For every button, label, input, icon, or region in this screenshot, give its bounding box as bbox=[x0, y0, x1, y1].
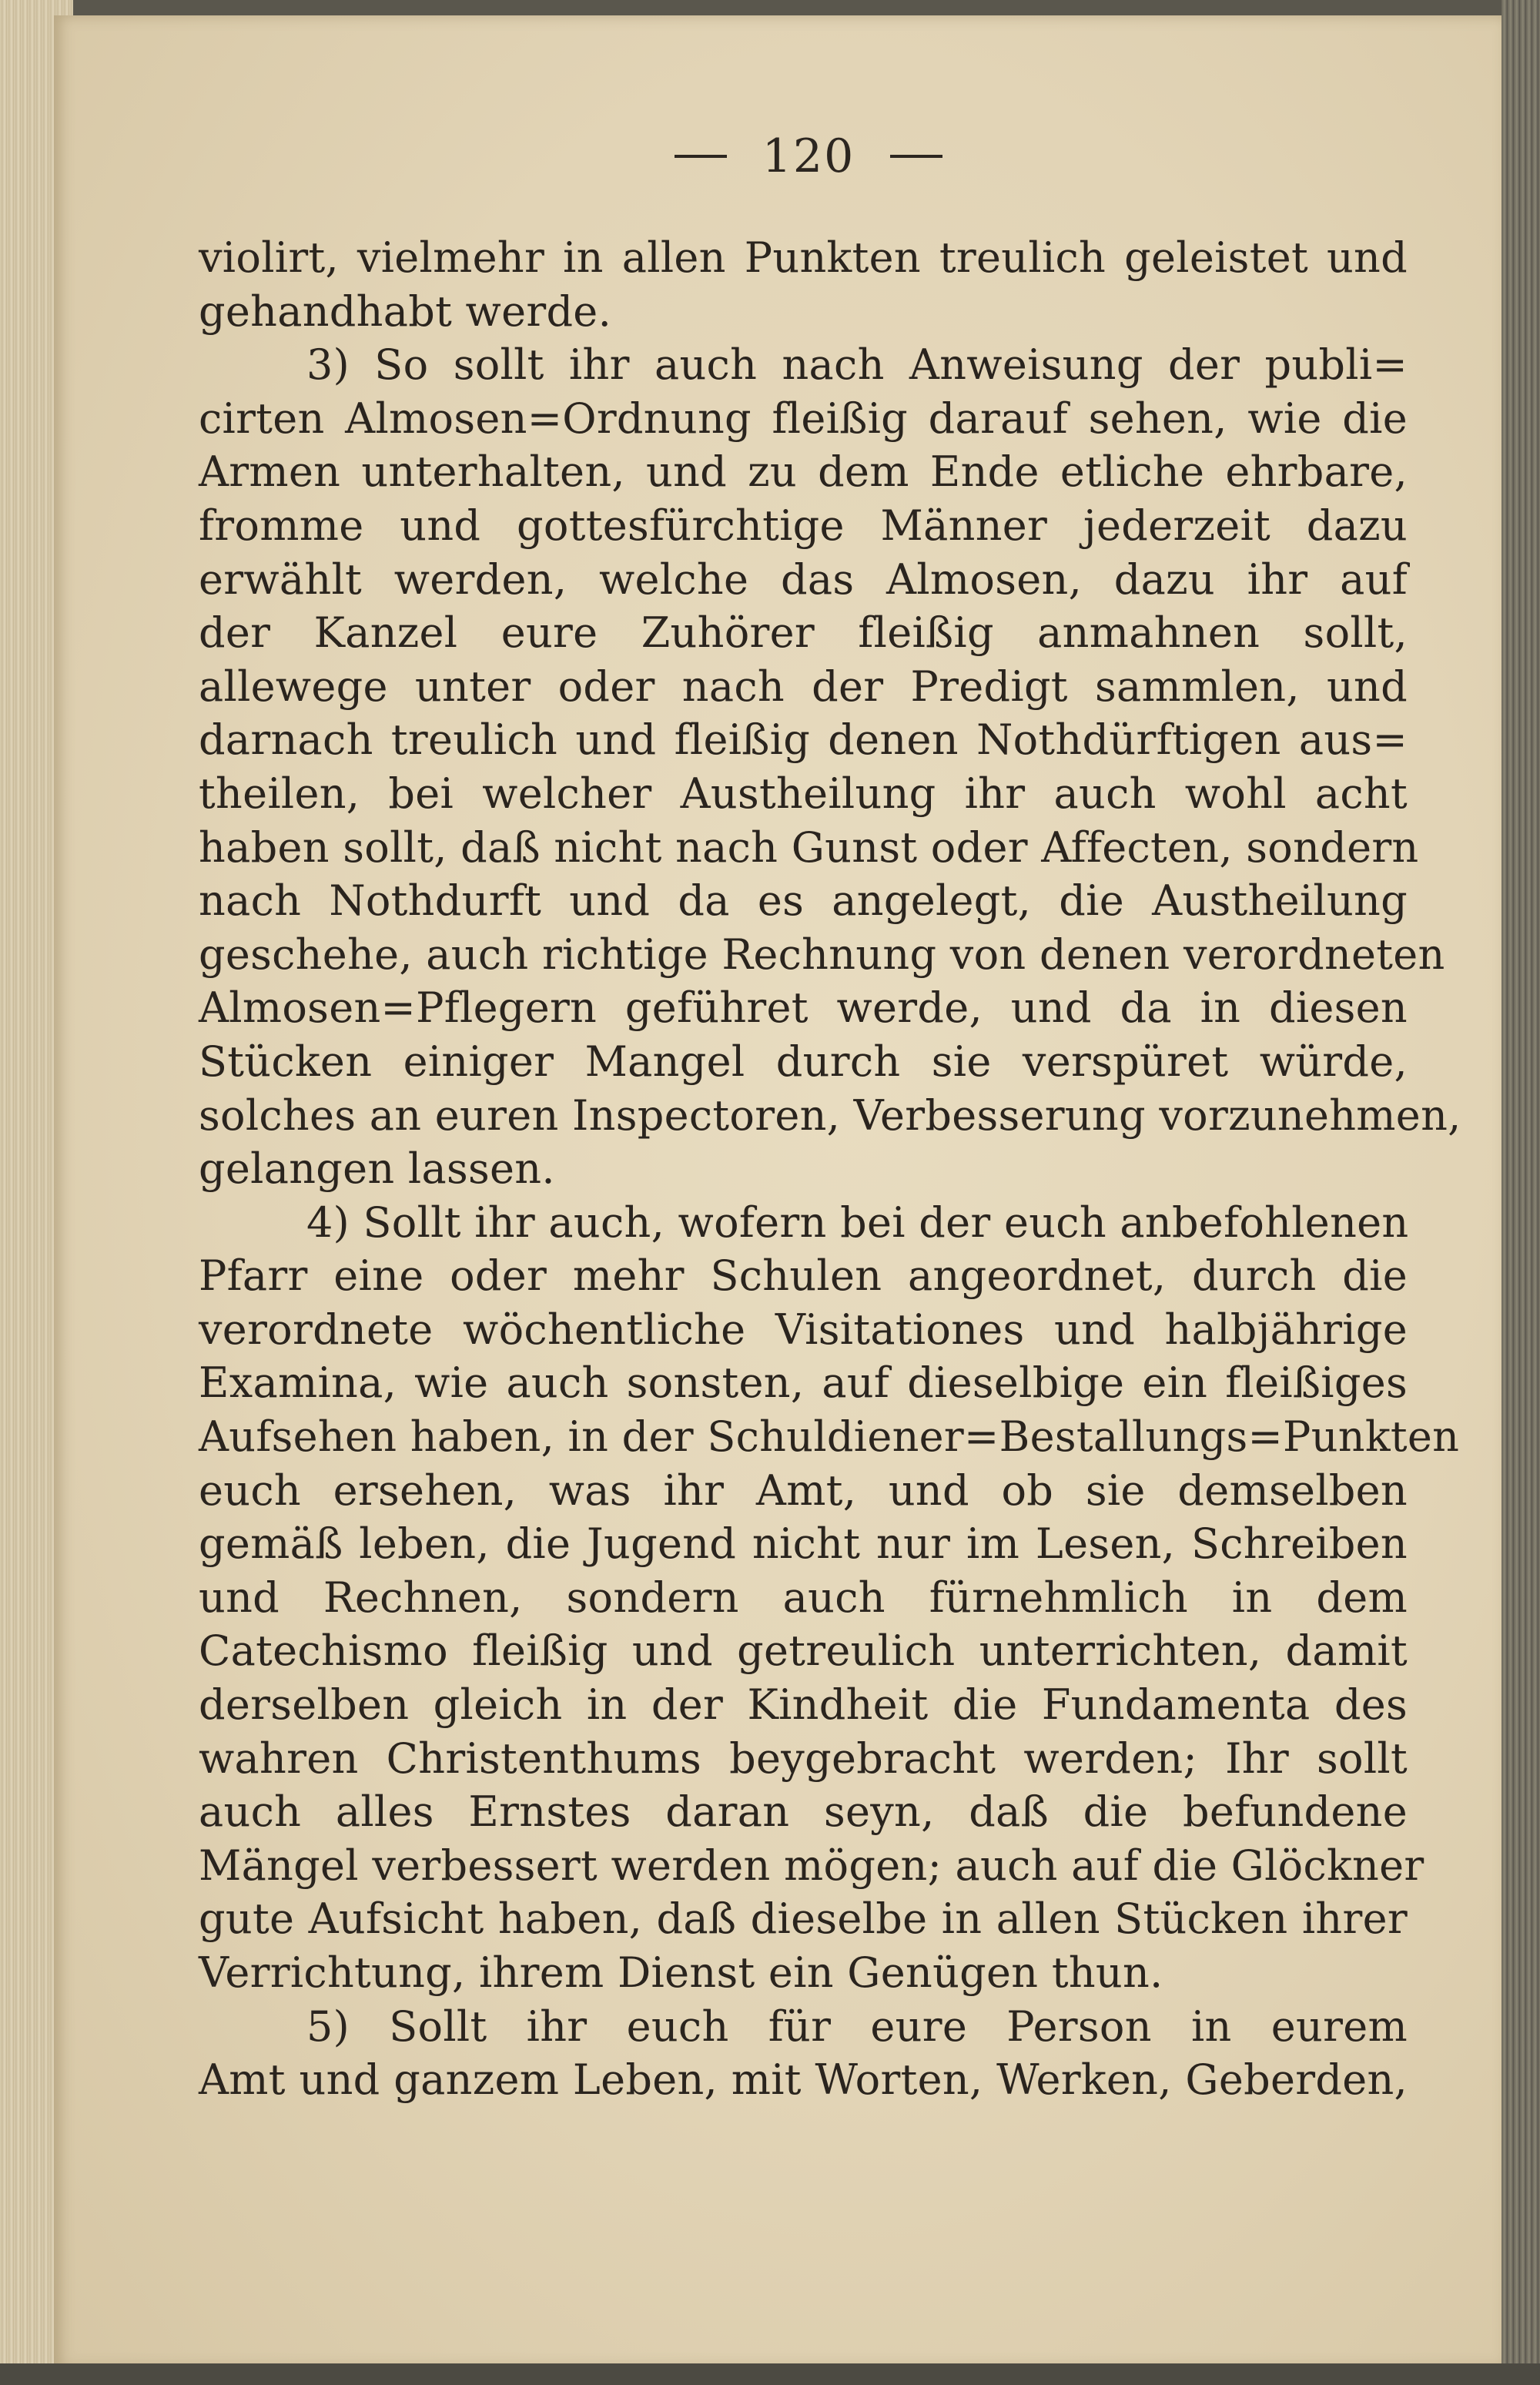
text-line: 4) Sollt ihr auch, wofern bei der euch anbefohlenen bbox=[306, 1198, 1409, 1247]
text-line: Catechismo fleißig und getreulich unterrichten, damit bbox=[199, 1626, 1408, 1676]
text-line: Verrichtung, ihrem Dienst ein Genügen thun. bbox=[199, 1948, 1163, 1997]
text-line: 5) Sollt ihr euch für eure Person in eurem bbox=[306, 2001, 1408, 2051]
text-line: gemäß leben, die Jugend nicht nur im Lesen, Schreiben bbox=[199, 1519, 1408, 1569]
text-line: Stücken einiger Mangel durch sie verspüret würde, bbox=[199, 1037, 1408, 1086]
text-line: gute Aufsicht haben, daß dieselbe in allen Stücken ihrer bbox=[199, 1894, 1408, 1944]
text-line: theilen, bei welcher Austheilung ihr auch wohl acht bbox=[199, 769, 1408, 818]
text-line: darnach treulich und fleißig denen Nothdürftigen aus= bbox=[199, 715, 1408, 765]
text-line: solches an euren Inspectoren, Verbesserung vorzunehmen, bbox=[199, 1090, 1461, 1140]
header-dash-right bbox=[890, 155, 942, 158]
text-line: violirt, vielmehr in allen Punkten treulich geleistet und bbox=[199, 233, 1408, 282]
text-line: gehandhabt werde. bbox=[199, 286, 612, 336]
text-line: erwählt werden, welche das Almosen, dazu ihr auf bbox=[199, 554, 1408, 604]
page-header bbox=[654, 129, 962, 183]
text-line: auch alles Ernstes daran seyn, daß die befundene bbox=[199, 1787, 1408, 1837]
text-line: haben sollt, daß nicht nach Gunst oder Affecten, sondern bbox=[199, 822, 1419, 872]
page-stack-edge-right bbox=[1502, 0, 1540, 2385]
text-line: Armen unterhalten, und zu dem Ende etliche ehrbare, bbox=[199, 447, 1408, 497]
text-line: Amt und ganzem Leben, mit Worten, Werken, Geberden, bbox=[199, 2055, 1408, 2105]
text-line: Aufsehen haben, in der Schuldiener=Bestallungs=Punkten bbox=[199, 1412, 1460, 1462]
text-line: Mängel verbessert werden mögen; auch auf die Glöckner bbox=[199, 1841, 1424, 1890]
text-line: euch ersehen, was ihr Amt, und ob sie demselben bbox=[199, 1466, 1408, 1515]
header-dash-left bbox=[675, 155, 727, 158]
text-line: wahren Christenthums beygebracht werden; Ihr sollt bbox=[199, 1733, 1408, 1783]
text-line: allewege unter oder nach der Predigt sammlen, und bbox=[199, 662, 1408, 711]
text-line: derselben gleich in der Kindheit die Fundamenta des bbox=[199, 1680, 1408, 1730]
text-line: Examina, wie auch sonsten, auf dieselbige ein fleißiges bbox=[199, 1358, 1408, 1408]
text-line: und Rechnen, sondern auch fürnehmlich in dem bbox=[199, 1573, 1408, 1622]
text-line: Pfarr eine oder mehr Schulen angeordnet, durch die bbox=[199, 1251, 1408, 1301]
text-line: 3) So sollt ihr auch nach Anweisung der publi= bbox=[306, 340, 1408, 390]
text-line: Almosen=Pflegern geführet werde, und da in diesen bbox=[199, 983, 1408, 1033]
body-text bbox=[199, 231, 1461, 2107]
page-stack-edge-bottom bbox=[0, 2363, 1540, 2385]
text-line: cirten Almosen=Ordnung fleißig darauf sehen, wie die bbox=[199, 394, 1408, 443]
page-number: 120 bbox=[762, 129, 855, 183]
text-line: der Kanzel eure Zuhörer fleißig anmahnen sollt, bbox=[199, 608, 1408, 658]
text-line: fromme und gottesfürchtige Männer jederzeit dazu bbox=[199, 501, 1408, 550]
text-line: geschehe, auch richtige Rechnung von denen verordneten bbox=[199, 930, 1445, 979]
text-line: verordnete wöchentliche Visitationes und halbjährige bbox=[199, 1305, 1408, 1354]
text-line: nach Nothdurft und da es angelegt, die Austheilung bbox=[199, 876, 1408, 926]
text-line: gelangen lassen. bbox=[199, 1144, 555, 1194]
